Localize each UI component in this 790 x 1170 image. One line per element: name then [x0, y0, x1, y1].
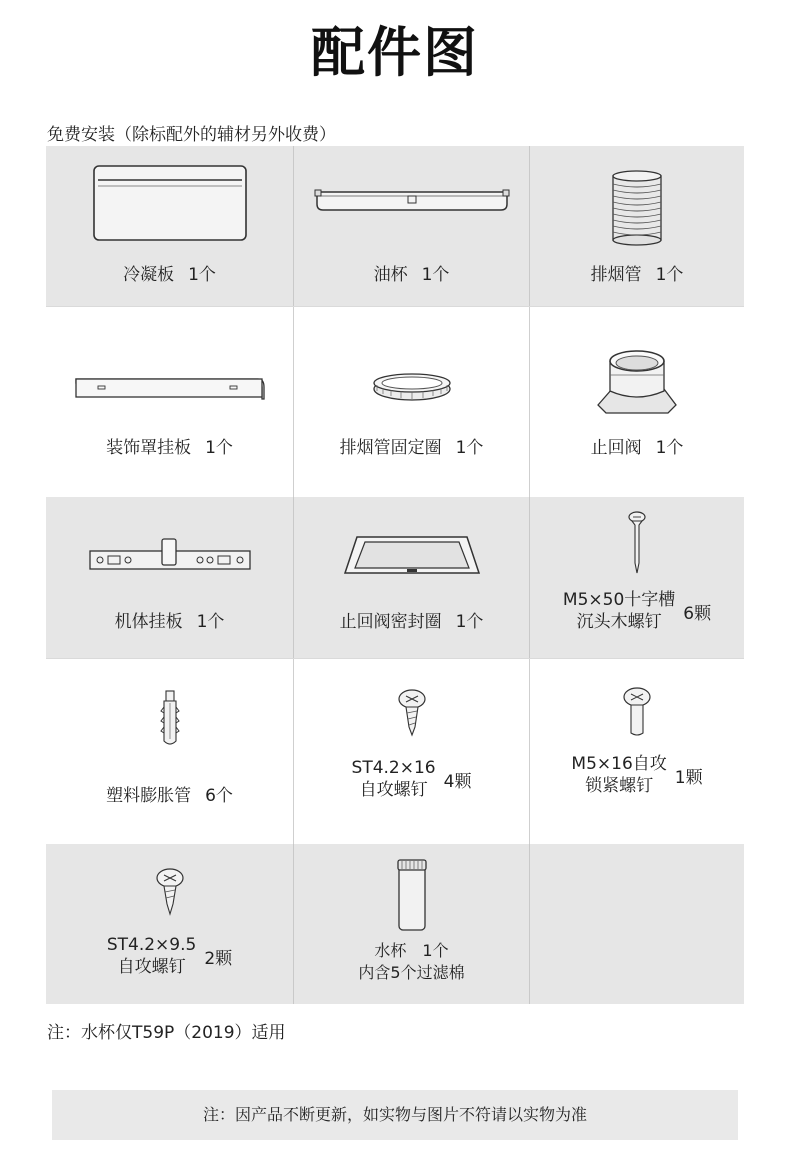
accessory-label: 止回阀密封圈 1个 [339, 612, 484, 632]
body-hanging-plate-icon [46, 537, 293, 577]
accessory-cell [293, 497, 529, 658]
check-valve-icon [530, 347, 744, 419]
accessory-cell [293, 659, 529, 844]
accessory-label: 机体挂板 1个 [114, 612, 225, 632]
accessory-label: 排烟管固定圈 1个 [339, 438, 484, 458]
wood-screw-icon [530, 511, 744, 575]
grid-row [46, 306, 744, 497]
accessory-cell [529, 307, 744, 497]
accessory-cell [46, 659, 293, 844]
accessory-label: 排烟管 1个 [590, 265, 684, 285]
cover-hanging-plate-icon [46, 373, 293, 403]
water-cup-note: 注：水杯仅T59P（2019）适用 [47, 1023, 286, 1043]
grid-row [46, 146, 744, 306]
pipe-fixing-ring-icon [294, 371, 529, 403]
oil-cup-icon [294, 186, 529, 216]
short-screw-icon [46, 868, 293, 916]
accessory-cell [293, 146, 529, 306]
grid-row [46, 658, 744, 844]
accessory-label: 止回阀 1个 [590, 438, 684, 458]
footer-notice: 注：因产品不断更新，如实物与图片不符请以实物为准 [52, 1090, 738, 1140]
accessory-label: M5×50十字槽 沉头木螺钉 6颗 [562, 590, 712, 632]
self-tapping-screw-icon [294, 689, 529, 737]
accessory-label: M5×16自攻 锁紧螺钉 1颗 [571, 754, 703, 796]
grid-row [46, 497, 744, 658]
plastic-anchor-icon [46, 689, 293, 747]
accessory-label: 油杯 1个 [373, 265, 450, 285]
accessories-grid [46, 146, 744, 1004]
exhaust-pipe-icon [530, 170, 744, 246]
installation-note: 免费安装（除标配外的辅材另外收费） [47, 125, 336, 145]
accessory-cell [293, 307, 529, 497]
accessory-cell [46, 146, 293, 306]
accessory-cell [293, 844, 529, 1004]
accessory-cell [46, 844, 293, 1004]
accessory-label: 水杯 1个 内含5个过滤棉 [358, 941, 465, 982]
accessory-label: ST4.2×16 自攻螺钉 4颗 [351, 758, 472, 800]
grid-row [46, 844, 744, 1004]
accessory-cell [46, 497, 293, 658]
locking-screw-icon [530, 687, 744, 739]
accessory-label: ST4.2×9.5 自攻螺钉 2颗 [106, 935, 233, 977]
accessory-label: 冷凝板 1个 [123, 265, 216, 285]
accessory-cell [529, 659, 744, 844]
condensate-plate-icon [46, 164, 293, 242]
accessory-label: 塑料膨胀管 6个 [106, 786, 233, 806]
empty-cell [529, 844, 744, 1004]
accessory-cell [529, 146, 744, 306]
accessory-label: 装饰罩挂板 1个 [106, 438, 233, 458]
water-cup-icon [294, 858, 529, 934]
accessory-cell [529, 497, 744, 658]
accessory-cell [46, 307, 293, 497]
page-title: 配件图 [311, 21, 479, 84]
check-valve-seal-icon [294, 535, 529, 577]
